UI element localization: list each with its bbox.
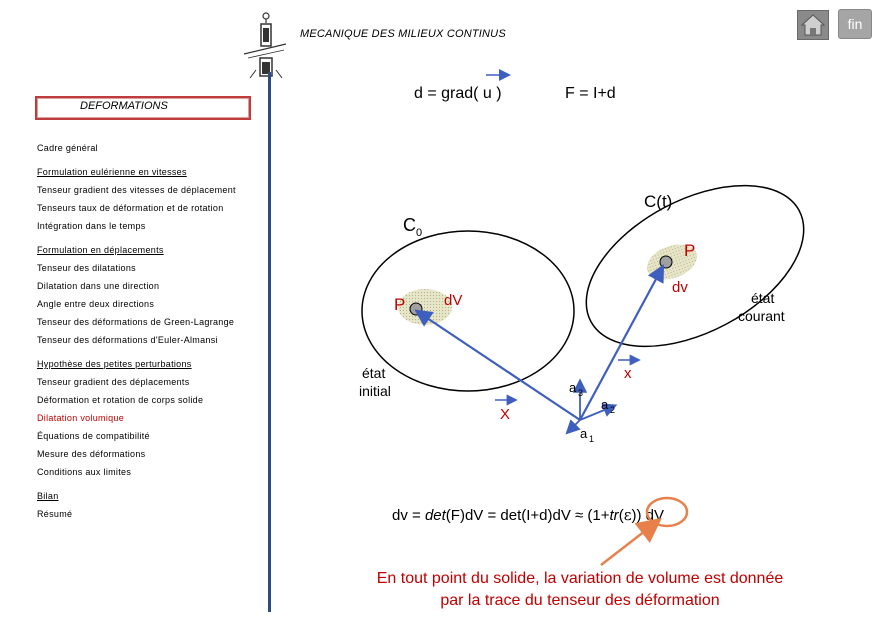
label-ct: C(t) bbox=[644, 192, 673, 211]
label-dv: dv bbox=[672, 279, 688, 296]
label-a2: a bbox=[601, 397, 609, 412]
label-P-initial: P bbox=[394, 295, 406, 314]
nav-bilan[interactable]: Bilan bbox=[37, 491, 59, 501]
label-etat-courant-1: état bbox=[751, 290, 775, 306]
nav-tenseurs-taux[interactable]: Tenseurs taux de déformation et de rotation bbox=[37, 203, 224, 213]
label-etat-courant-2: courant bbox=[738, 308, 785, 324]
nav-corps-solide[interactable]: Déformation et rotation de corps solide bbox=[37, 395, 204, 405]
label-a3: a bbox=[569, 380, 577, 395]
nav-mesure-deformations[interactable]: Mesure des déformations bbox=[37, 449, 146, 459]
nav-conditions-limites[interactable]: Conditions aux limites bbox=[37, 467, 132, 477]
point-P-current bbox=[660, 256, 672, 268]
label-a3-sub: 3 bbox=[578, 388, 584, 398]
nav-formulation-deplacements[interactable]: Formulation en déplacements bbox=[37, 245, 164, 255]
nav-gradient-deplacements[interactable]: Tenseur gradient des déplacements bbox=[37, 377, 190, 387]
equation-d: d = grad( u ) bbox=[414, 85, 502, 102]
caption-line-1: En tout point du solide, la variation de volume est donnée bbox=[376, 570, 784, 587]
label-c0-sub: 0 bbox=[416, 227, 423, 239]
callout-arrow bbox=[601, 524, 654, 565]
equation-F: F = I+d bbox=[565, 85, 616, 102]
fin-button[interactable]: fin bbox=[838, 9, 872, 39]
nav-compatibilite[interactable]: Équations de compatibilité bbox=[37, 431, 150, 441]
label-c0: C bbox=[403, 215, 416, 235]
position-vector-x bbox=[580, 268, 662, 420]
course-title: MECANIQUE DES MILIEUX CONTINUS bbox=[300, 28, 506, 40]
nav-dilatation-direction[interactable]: Dilatation dans une direction bbox=[37, 281, 160, 291]
label-x: x bbox=[624, 365, 632, 382]
nav-dilatation-volumique[interactable]: Dilatation volumique bbox=[37, 413, 125, 423]
label-a1: a bbox=[580, 426, 588, 441]
label-X: X bbox=[500, 406, 511, 423]
main-equation: dv = det(F)dV = det(I+d)dV ≈ (1+tr(ε)) dV bbox=[392, 506, 664, 524]
nav-euler-almansi[interactable]: Tenseur des déformations d'Euler-Almansi bbox=[37, 335, 218, 345]
basis-vector-a2 bbox=[580, 406, 614, 420]
nav-hpp[interactable]: Hypothèse des petites perturbations bbox=[37, 359, 192, 369]
basis-vector-a1 bbox=[568, 420, 580, 432]
label-etat-initial-2: initial bbox=[359, 383, 391, 399]
nav-tenseur-dilatations[interactable]: Tenseur des dilatations bbox=[37, 263, 136, 273]
label-P-current: P bbox=[684, 241, 696, 260]
nav-integration-temps[interactable]: Intégration dans le temps bbox=[37, 221, 146, 231]
caption-line-2: par la trace du tenseur des déformation bbox=[440, 592, 720, 609]
position-vector-X bbox=[418, 312, 580, 420]
label-dV: dV bbox=[444, 292, 463, 309]
nav-green-lagrange[interactable]: Tenseur des déformations de Green-Lagrange bbox=[37, 317, 235, 327]
label-etat-initial-1: état bbox=[362, 365, 386, 381]
section-title: DEFORMATIONS bbox=[80, 100, 168, 112]
label-a2-sub: 2 bbox=[610, 405, 616, 415]
nav-formulation-eulerienne[interactable]: Formulation eulérienne en vitesses bbox=[37, 167, 187, 177]
nav-resume[interactable]: Résumé bbox=[37, 509, 73, 519]
nav-angle-directions[interactable]: Angle entre deux directions bbox=[37, 299, 155, 309]
nav-cadre-general[interactable]: Cadre général bbox=[37, 143, 98, 153]
label-a1-sub: 1 bbox=[589, 434, 595, 444]
conclusion-caption bbox=[300, 568, 860, 612]
current-configuration-ellipse bbox=[560, 152, 830, 379]
nav-tenseur-gradient-vitesses[interactable]: Tenseur gradient des vitesses de déplacement bbox=[37, 185, 236, 195]
